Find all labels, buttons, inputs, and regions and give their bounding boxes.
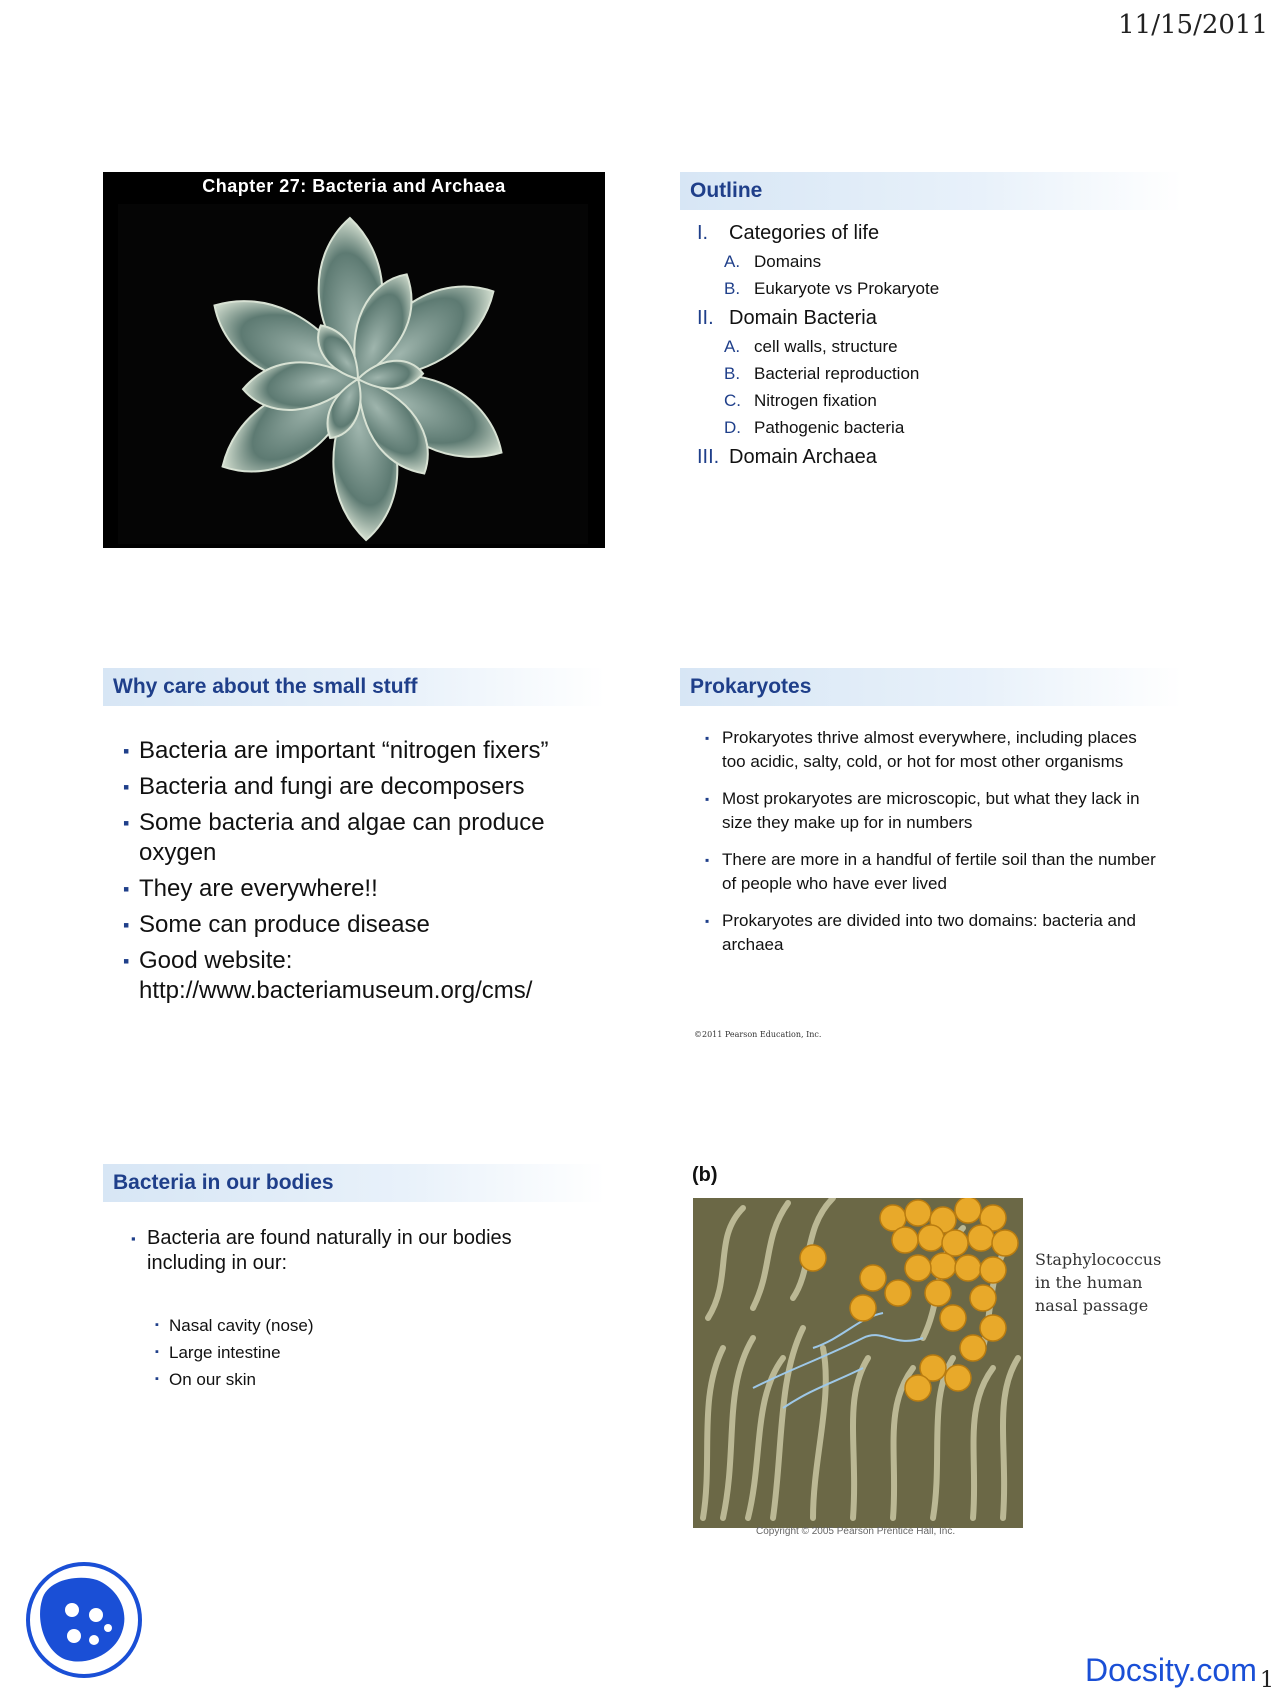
list-item: ▪ There are more in a handful of fertile soil than the number of people who have ever lived [705, 850, 1156, 893]
list-item: ▪ Good website: http://www.bacteriamuseum.org/cms/ [123, 947, 533, 1004]
slide-title-image [103, 172, 605, 548]
list-item: ▪ Most prokaryotes are microscopic, but what they lack in size they make up for in numbers [705, 789, 1140, 832]
bullet-icon: ▪ [155, 1319, 159, 1331]
list-item: ▪ Bacteria are found naturally in our bodies including in our: [131, 1227, 512, 1274]
bullet-icon: ▪ [705, 914, 710, 928]
slide-why-care [103, 668, 605, 1044]
bullet-list [680, 726, 1182, 957]
outline-subitem: A. cell walls, structure [724, 337, 898, 356]
bullet-icon: ▪ [705, 853, 710, 867]
slide-prokaryotes [680, 668, 1182, 1044]
list-item: ▪ Prokaryotes are divided into two domains: bacteria and archaea [705, 911, 1136, 954]
bacteria-micrograph-image [693, 1198, 1023, 1528]
figure-caption: Staphylococcus in the human nasal passage [1035, 1250, 1162, 1315]
bullet-icon: ▪ [155, 1346, 159, 1358]
bullet-icon: ▪ [123, 741, 130, 761]
outline-item: I. Categories of life [697, 222, 880, 244]
sub-bullet-list [103, 1312, 605, 1393]
bullet-icon: ▪ [705, 792, 710, 806]
bullet-icon: ▪ [131, 1231, 136, 1246]
figure-copyright: Copyright © 2005 Pearson Prentice Hall, Inc. [756, 1526, 956, 1537]
bullet-icon: ▪ [123, 951, 130, 971]
list-item: ▪ Some bacteria and algae can produce oxygen [123, 809, 545, 866]
outline-subitem: B. Bacterial reproduction [724, 364, 920, 383]
outline-subitem: A. Domains [724, 252, 822, 271]
bullet-icon: ▪ [123, 813, 130, 833]
bullet-icon: ▪ [123, 777, 130, 797]
outline-list [680, 222, 1182, 469]
slide-heading: Prokaryotes [680, 668, 1182, 706]
bullet-icon: ▪ [123, 879, 130, 899]
outline-subitem: D. Pathogenic bacteria [724, 418, 905, 437]
page-date: 11/15/2011 [1118, 10, 1268, 40]
slide-heading: Outline [680, 172, 1182, 210]
slide-heading: Bacteria in our bodies [103, 1164, 605, 1202]
list-item: ▪ Nasal cavity (nose) [103, 1312, 605, 1339]
list-item: ▪ They are everywhere!! [123, 875, 378, 902]
bullet-icon: ▪ [705, 731, 710, 745]
outline-item: III. Domain Archaea [697, 446, 877, 468]
bullet-list [103, 736, 605, 1006]
slide-outline [680, 172, 1182, 548]
slide-heading: Why care about the small stuff [103, 668, 605, 706]
outline-subitem: B. Eukaryote vs Prokaryote [724, 279, 940, 298]
slide-title: Chapter 27: Bacteria and Archaea [202, 176, 506, 196]
docsity-brand-link[interactable]: Docsity.com [1085, 1652, 1257, 1688]
bullet-icon: ▪ [155, 1373, 159, 1385]
page-number: 1 [1260, 1668, 1274, 1693]
list-item: ▪ Some can produce disease [123, 911, 430, 938]
list-item: ▪ Prokaryotes thrive almost everywhere, including places too acidic, salty, cold, or hot for most other organisms [705, 728, 1137, 771]
slide-figure [680, 1164, 1182, 1540]
figure-label: (b) [692, 1164, 718, 1186]
copyright-note: ©2011 Pearson Education, Inc. [694, 1030, 822, 1039]
bullet-icon: ▪ [123, 915, 130, 935]
outline-subitem: C. Nitrogen fixation [724, 391, 877, 410]
bullet-list [103, 1226, 605, 1276]
outline-item: II. Domain Bacteria [697, 307, 877, 329]
list-item: ▪ On our skin [103, 1366, 605, 1393]
list-item: ▪ Bacteria are important “nitrogen fixers” [123, 737, 549, 764]
list-item: ▪ Large intestine [103, 1339, 605, 1366]
succulent-plant-image [118, 204, 588, 544]
slide-bacteria-bodies [103, 1164, 605, 1540]
list-item: ▪ Bacteria and fungi are decomposers [123, 773, 525, 800]
docsity-logo-icon [22, 1560, 152, 1680]
